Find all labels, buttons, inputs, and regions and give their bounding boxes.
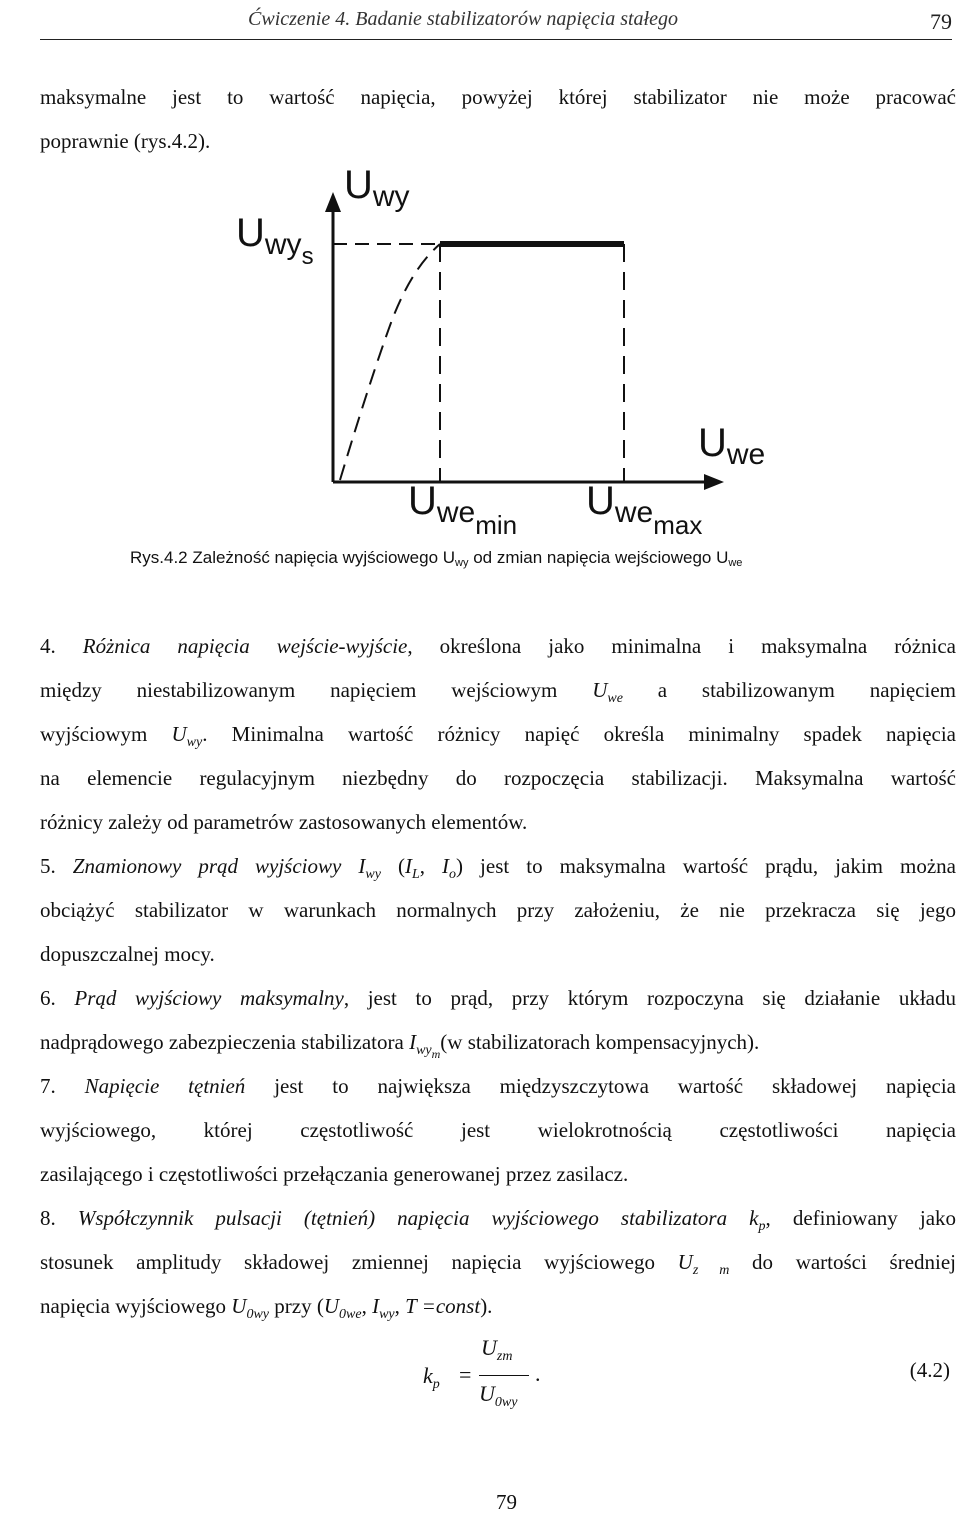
formula-numerator: $U_{zm}$ (481, 1335, 513, 1364)
list-item-5 (40, 844, 956, 976)
item8-line-2: stosunek amplitudy składowej zmiennej napięcia wyjściowego $U_{z m}$ do wartości średniej (40, 1250, 956, 1278)
item7-line-1: 7. Napięcie tętnień jest to największa międzyszczytowa wartość składowej napięcia (40, 1074, 956, 1098)
footer-page-number: 79 (496, 1490, 517, 1514)
item6-line-2: nadprądowego zabezpieczenia stabilizatora $I_{wym}(w$ stabilizatorach kompensacyjnych). (40, 1030, 760, 1061)
formula-denominator: $U_{0wy}$ (479, 1381, 518, 1410)
fraction-bar (479, 1375, 529, 1376)
figure-caption: Rys.4.2 Zależność napięcia wyjściowego $U_{wy}$ od zmian napięcia wejściowego $U_{we}$ (130, 548, 743, 569)
formula-equals: = (459, 1362, 472, 1387)
list-item-8 (40, 1196, 956, 1328)
item8-line-3: napięcia wyjściowego $U_{0wy}$ przy ($U_{0we}$, $I_{wy}$, T =const). (40, 1294, 493, 1322)
item7-line-2: wyjściowego, której częstotliwość jest wielokrotnością częstotliwości napięcia (40, 1118, 956, 1142)
stabilizer-characteristic-figure (0, 160, 960, 550)
rising-dashed-curve (340, 244, 440, 480)
intro-line-2: poprawnie (rys.4.2). (40, 129, 211, 153)
formula-lhs: $k_p$ (423, 1363, 440, 1392)
item4-line-1: 4. Różnica napięcia wejście-wyjście, określona jako minimalna i maksymalna różnica (40, 634, 957, 658)
item5-line-1: 5. Znamionowy prąd wyjściowy $I_{wy}$ ($I_L$, $I_o$) jest to maksymalna wartość prądu, jakim można (40, 854, 957, 882)
uwys-label: $U_{wys}$ (236, 211, 314, 270)
page-header (40, 4, 952, 40)
x-axis-label: $U_{we}$ (698, 421, 766, 471)
intro-line-1: maksymalne jest to wartość napięcia, powyżej której stabilizator nie może pracować (40, 85, 956, 109)
header-page-number: 79 (930, 9, 952, 34)
item4-line-4: na elemencie regulacyjnym niezbędny do rozpoczęcia stabilizacji. Maksymalna wartość (40, 766, 956, 790)
intro-paragraph (40, 76, 956, 164)
item5-line-3: dopuszczalnej mocy. (40, 942, 215, 966)
formula-period: . (535, 1361, 541, 1386)
item4-line-3: wyjściowym $U_{wy}$. Minimalna wartość różnicy napięć określa minimalny spadek napięcia (40, 722, 956, 750)
x-axis-arrow (704, 474, 724, 490)
item5-line-2: obciążyć stabilizator w warunkach normalnych przy założeniu, że nie przekracza się jego (40, 898, 956, 922)
y-axis-arrow (325, 192, 341, 212)
item4-line-5: różnicy zależy od parametrów zastosowanych elementów. (40, 810, 528, 834)
uwemin-label: $U_{wemin}$ (408, 479, 518, 540)
chapter-title: Ćwiczenie 4. Badanie stabilizatorów napięcia stałego (248, 8, 678, 30)
list-item-7 (40, 1064, 956, 1196)
list-item-6 (40, 976, 956, 1064)
formula-kp (423, 1335, 623, 1425)
uwemax-label: $U_{wemax}$ (586, 479, 703, 540)
list-item-4 (40, 624, 956, 844)
item7-line-3: zasilającego i częstotliwości przełączania generowanej przez zasilacz. (40, 1162, 629, 1186)
item4-line-2: między niestabilizowanym napięciem wejściowym $U_{we}$ a stabilizowanym napięciem (40, 678, 956, 706)
y-axis-label: $U_{wy}$ (344, 163, 410, 213)
equation-number: (4.2) (909, 1358, 950, 1382)
item6-line-1: 6. Prąd wyjściowy maksymalny, jest to prąd, przy którym rozpoczyna się działanie układu (40, 986, 956, 1010)
item8-line-1: 8. Współczynnik pulsacji (tętnień) napięcia wyjściowego stabilizatora $k_p$, definiowany jako (40, 1206, 957, 1234)
term-roznica: Różnica napięcia wejście-wyjście (82, 634, 408, 658)
